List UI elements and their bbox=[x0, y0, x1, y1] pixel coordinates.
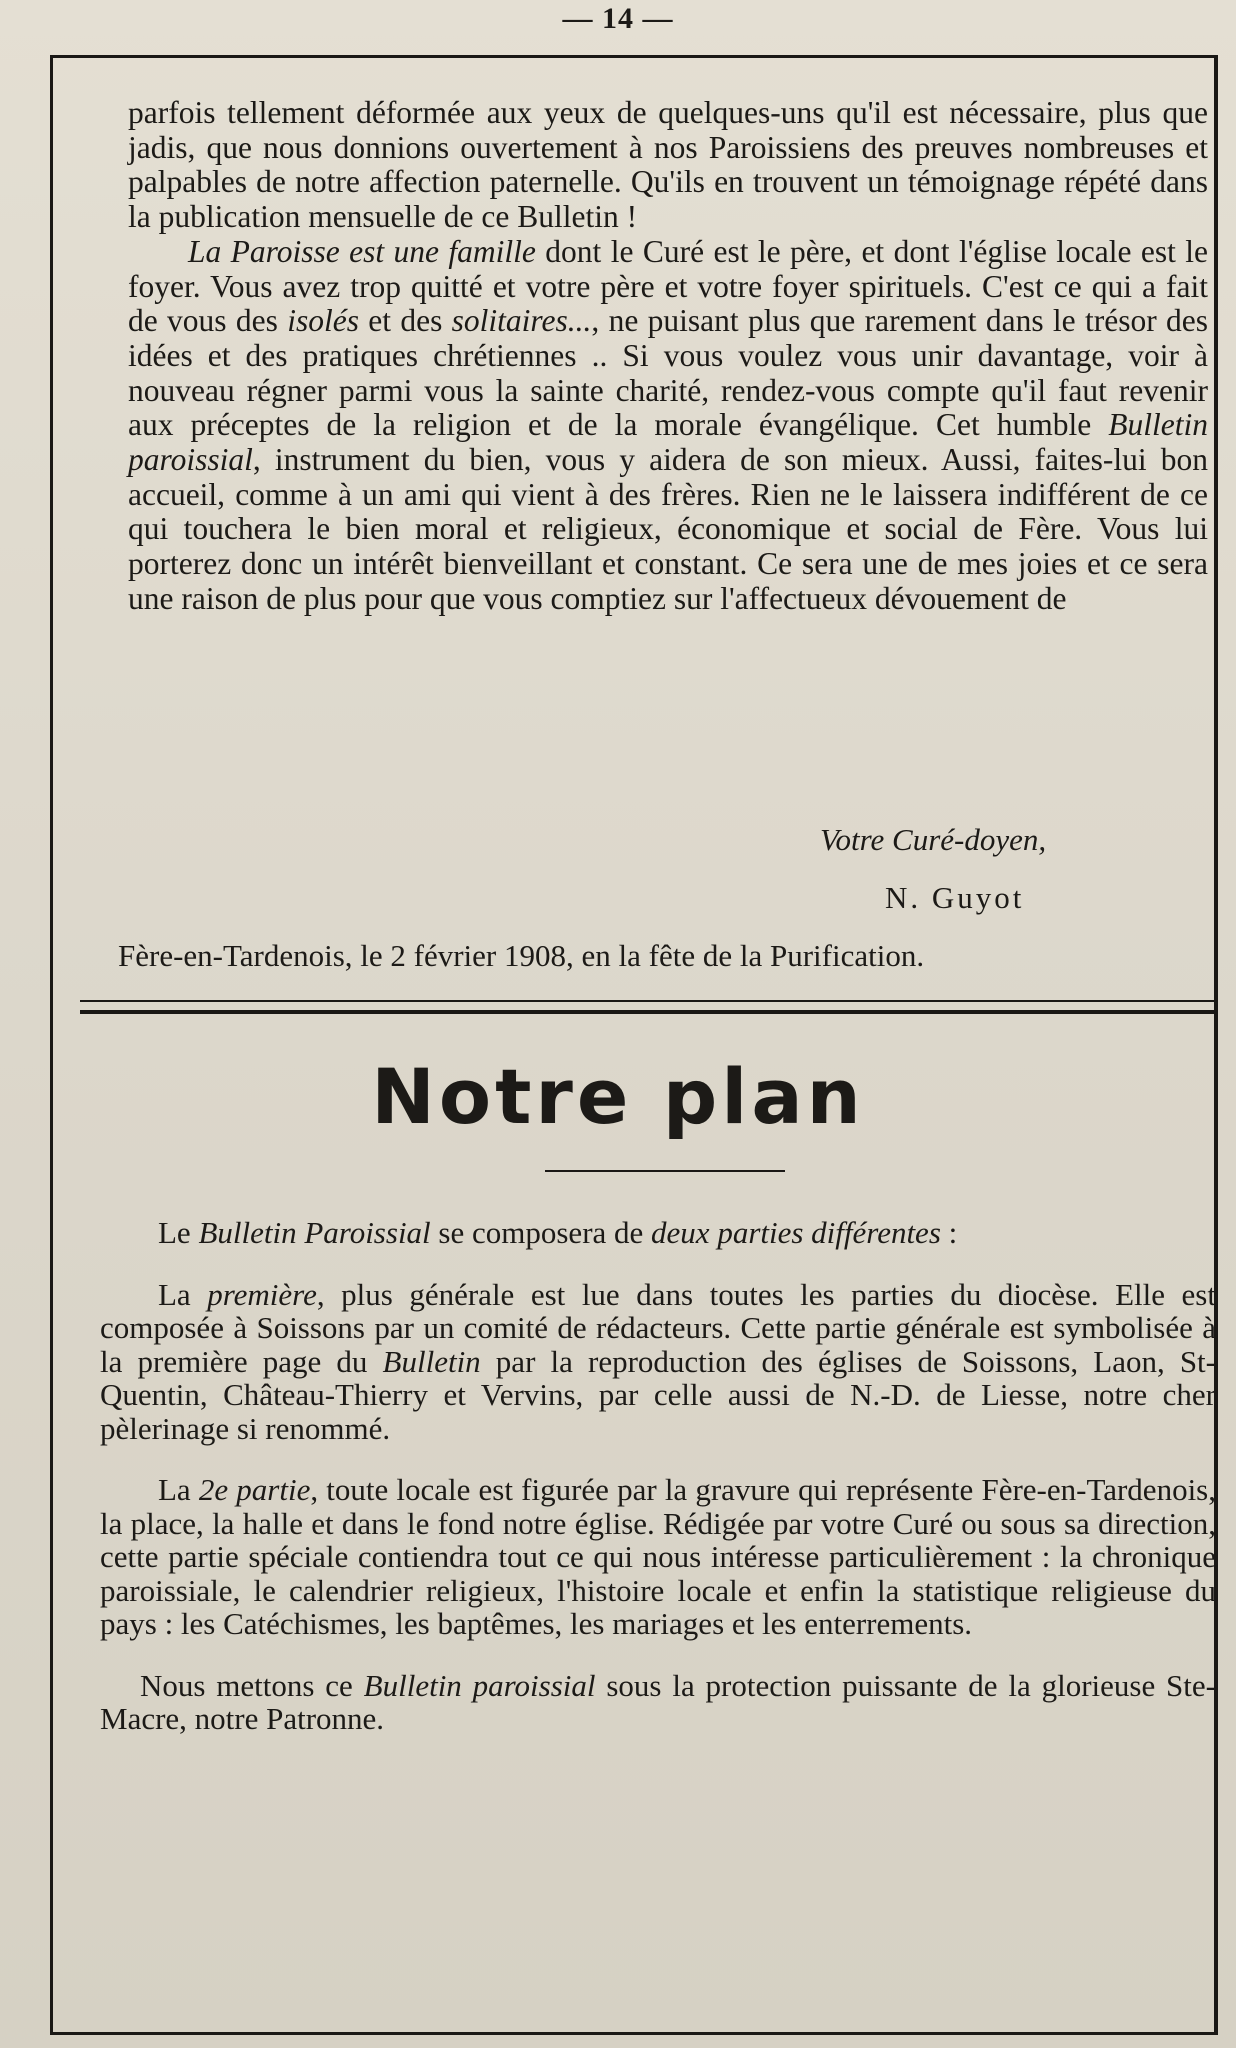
plan-p3-italic: Bulletin paroissial bbox=[363, 1667, 596, 1703]
section-heading: Notre plan bbox=[371, 1052, 865, 1141]
letter-p2-text-2: et des bbox=[358, 303, 452, 339]
plan-p2-italic: 2e partie bbox=[198, 1472, 311, 1507]
letter-body bbox=[0, 96, 1236, 617]
letter-p2-text-3: , ne puisant plus que rarement dans le trésor des idées et des pratiques chrétiennes .. Si vous voulez vous unir davantage, voir à nouveau régner parmi vous la sainte charité, rendez-vous compte qu'il faut revenir aux préceptes de la religion et de la morale évangélique. Cet humble bbox=[128, 303, 1209, 443]
plan-paragraph-2 bbox=[100, 1473, 1216, 1641]
plan-p1-text-2: par la reproduction des églises de Soissons, Laon, St-Quentin, Château-Thierry et Vervins, par celle aussi de N.-D. de Liesse, notre cher pèlerinage si renommé. bbox=[100, 1343, 1216, 1446]
page-number: — 14 — bbox=[562, 2, 674, 35]
letter-paragraph-2 bbox=[128, 235, 1208, 617]
plan-intro-mid: se composera de bbox=[430, 1215, 652, 1250]
plan-intro-italic-2: deux parties différentes bbox=[651, 1215, 941, 1250]
plan-p1-pre: La bbox=[158, 1276, 208, 1312]
plan-p1-italic: première bbox=[207, 1276, 317, 1312]
plan-p2-pre: La bbox=[158, 1472, 199, 1507]
plan-p2-text-1: , toute locale est figurée par la gravure qui représente Fère-en-Tardenois, la place, la halle et dans le fond notre église. Rédigée par votre Curé ou sous sa direction, cette partie spéciale contiendra tout ce qui nous intéresse particulièrement : la chronique paroissiale, le calendrier religieux, l'histoire locale et enfin la statistique religieuse du pays : les Catéchismes, les baptêmes, les mariages et les enterrements. bbox=[100, 1472, 1216, 1641]
letter-p2-isoles: isolés bbox=[287, 303, 359, 339]
plan-intro-post: : bbox=[940, 1215, 958, 1250]
letter-p2-lead: La Paroisse est une famille bbox=[188, 233, 536, 269]
plan-intro-italic-1: Bulletin Paroissial bbox=[198, 1215, 431, 1250]
plan-p3-text-1: sous la protection puissante de la glorieuse Ste-Macre, notre Patronne. bbox=[100, 1667, 1216, 1736]
signature-title: Votre Curé-doyen, bbox=[820, 822, 1047, 857]
plan-paragraph-1 bbox=[100, 1278, 1216, 1446]
letter-paragraph-1 bbox=[128, 96, 1208, 235]
section-divider-thin bbox=[80, 1000, 1215, 1002]
plan-p3-pre: Nous mettons ce bbox=[140, 1667, 364, 1703]
plan-body bbox=[0, 1216, 1236, 1736]
letter-p1-text: parfois tellement déformée aux yeux de quelques-uns qu'il est nécessaire, plus que jadis, que nous donnions ouvertement à nos Paroissiens des preuves nombreuses et palpables de notre affection paternelle. Qu'ils en trouvent un témoignage répété dans la publication mensuelle de ce Bulletin ! bbox=[128, 95, 1208, 235]
plan-paragraph-3 bbox=[100, 1669, 1216, 1736]
plan-p1-text-1: , plus générale est lue dans toutes les parties du diocèse. Elle est composée à Soissons par un comité de rédacteurs. Cette partie générale est symbolisée à la première page du bbox=[100, 1276, 1216, 1379]
plan-intro bbox=[100, 1216, 1216, 1250]
signature-name: N. Guyot bbox=[885, 880, 1025, 915]
letter-p2-text-1: dont le Curé est le père, et dont l'église locale est le foyer. Vous avez trop quitté et votre père et votre foyer spirituels. C'est ce qui a fait de vous des bbox=[128, 233, 1209, 339]
plan-p1-italic-2: Bulletin bbox=[382, 1343, 481, 1379]
letter-p2-bulletin: Bulletin paroissial bbox=[128, 407, 1208, 478]
dateline: Fère-en-Tardenois, le 2 février 1908, en la fête de la Purification. bbox=[118, 938, 925, 973]
plan-intro-pre: Le bbox=[158, 1215, 199, 1250]
letter-p2-solitaires: solitaires... bbox=[451, 303, 592, 339]
heading-underline bbox=[545, 1170, 785, 1172]
section-divider-thick bbox=[80, 1010, 1215, 1014]
letter-p2-text-4: , instrument du bien, vous y aidera de son mieux. Aussi, faites-lui bon accueil, comme à un ami qui vient à des frères. Rien ne le laissera indifférent de ce qui touchera le bien moral et religieux, économique et social de Fère. Vous lui porterez donc un intérêt bienveillant et constant. Ce sera une de mes joies et ce sera une raison de plus pour que vous comptiez sur l'affectueux dévouement de bbox=[128, 442, 1208, 616]
